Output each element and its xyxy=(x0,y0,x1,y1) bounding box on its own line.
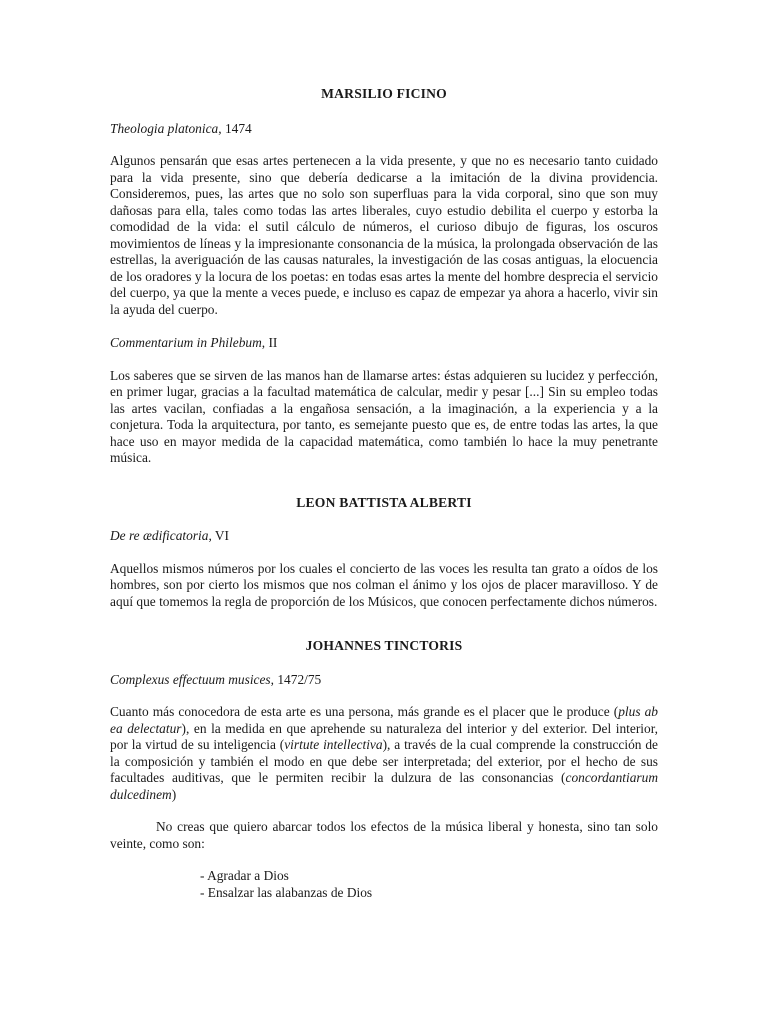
text-segment: Cuanto más conocedora de esta arte es una persona, más grande es el placer que le produce ( xyxy=(110,704,619,719)
work-date: , 1472/75 xyxy=(270,671,322,687)
text-segment: ), en la medida en que aprehende su naturaleza del interior y del exterior. Del interior, por la virtud de su inteligencia ( xyxy=(110,720,658,752)
section-heading-tinctoris: JOHANNES TINCTORIS xyxy=(305,638,463,653)
work-date: , VI xyxy=(208,528,230,543)
work-source-theologia xyxy=(110,121,658,138)
section-heading-alberti: LEON BATTISTA ALBERTI xyxy=(296,494,472,510)
work-source-aedificatoria xyxy=(110,528,658,545)
work-title: Theologia platonica xyxy=(110,120,219,136)
paragraph-theologia: Algunos pensarán que esas artes pertenecen a la vida presente, y que no es necesario tanto cuidado para la vida presente, sino que debería dedicarse a la imitación de la divina providencia. Consideremos, pues, las artes que no solo son superfluas para la vida corporal, sino que son muy dañosas para ella, tales como todas las artes liberales, cuyo estudio debilita el cuerpo y estorba la comodidad de la vida: el sutil cálculo de números, el curioso dibujo de figuras, los oscuros movimientos de líneas y la impresionante consonancia de la música, la prolongada observación de las estrellas, la averiguación de las causas naturales, la investigación de las cosas antiguas, la elocuencia de los oradores y la locura de los poetas: en todas esas artes la mente del hombre desprecia el servicio del cuerpo, ya que la mente a veces puede, e incluso es capaz de empezar ya ahora a hacerlo, vivir sin la ayuda del cuerpo. xyxy=(110,153,658,317)
work-title: De re ædificatoria xyxy=(110,528,209,543)
list-item: - Agradar a Dios xyxy=(200,868,289,883)
work-title: Commentarium in Philebum xyxy=(110,335,262,350)
paragraph-aedificatoria: Aquellos mismos números por los cuales el concierto de las voces les resulta tan grato a oídos de los hombres, son por cierto los mismos que nos colman el ánimo y los ojos de placer maravilloso. Y de aquí que tomemos la regla de proporción de los Músicos, que conocen perfectamente dichos números. xyxy=(110,560,658,609)
work-title: Complexus effectuum musices xyxy=(110,671,271,687)
paragraph-philebum: Los saberes que se sirven de las manos han de llamarse artes: éstas adquieren su lucidez y perfección, en primer lugar, gracias a la facultad matemática de calcular, medir y pesar [...] Sin su empleo todas las artes vacilan, confiadas a la engañosa sensación, a la imaginación, a la experiencia y a la conjetura. Toda la arquitectura, por tanto, es semejante puesto que es, de entre todas las artes, la que hace uso en mayor medida de la capacidad matemática, como también lo hace la muy penetrante música. xyxy=(110,367,658,465)
latin-term: plus ab ea delectatur xyxy=(110,704,658,736)
list-item: - Ensalzar las alabanzas de Dios xyxy=(200,884,373,900)
text-segment: ) xyxy=(171,786,177,802)
paragraph-complexus-1 xyxy=(110,704,658,803)
effects-list xyxy=(110,868,658,901)
work-date: , 1474 xyxy=(218,120,252,136)
work-source-complexus xyxy=(110,672,658,689)
text-segment: ), a través de la cual comprende la construcción de la composición y también el modo en que debe ser interpretada; del exterior, por el hecho de sus facultades auditivas, que le permiten recibir la dulzura de las consonancias ( xyxy=(110,737,658,785)
paragraph-complexus-2: No creas que quiero abarcar todos los efectos de la música liberal y honesta, sino tan solo veinte, como son: xyxy=(110,819,658,851)
work-date: , II xyxy=(261,335,278,350)
section-heading-ficino: MARSILIO FICINO xyxy=(321,86,447,101)
document-page xyxy=(110,80,658,901)
latin-term: virtute intellectiva xyxy=(284,737,383,752)
work-source-philebum xyxy=(110,335,658,352)
latin-term: concordantiarum dulcedinem xyxy=(110,770,658,802)
